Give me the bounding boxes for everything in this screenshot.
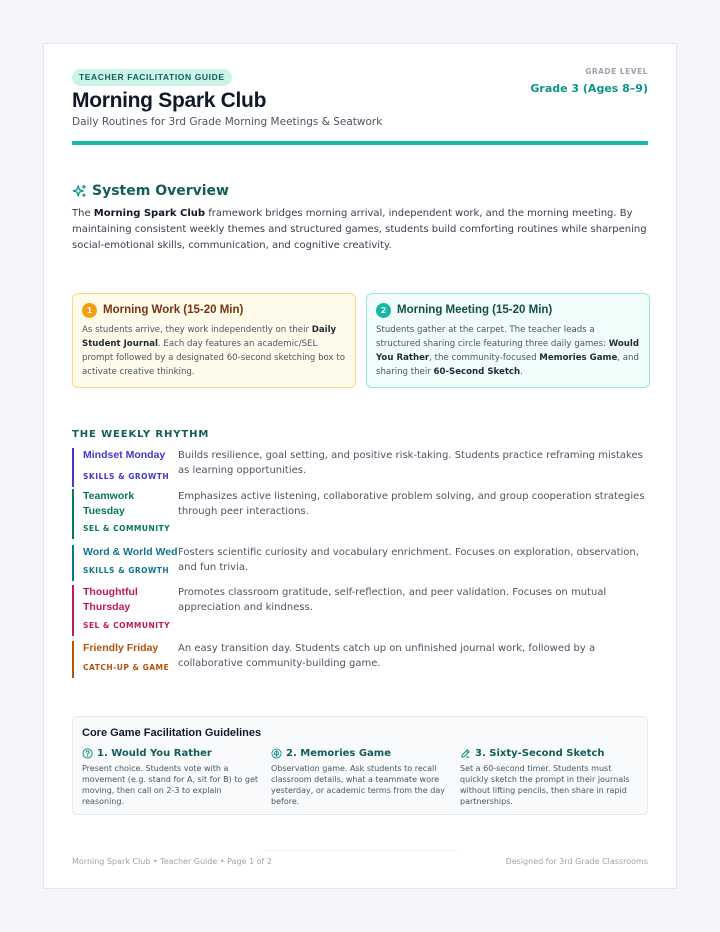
game-name: Memories Game xyxy=(539,353,618,363)
day-description: Promotes classroom gratitude, self-reflection, and peer validation. Focuses on mutual appreciation and kindness. xyxy=(178,587,607,613)
day-tag: SEL & COMMUNITY xyxy=(83,621,171,630)
day-name: Friendly Friday xyxy=(83,642,159,654)
journal-name: Daily Student Journal xyxy=(82,325,337,349)
day-row-thursday xyxy=(72,585,648,636)
brain-icon xyxy=(271,748,282,759)
overview-paragraph xyxy=(72,206,648,254)
day-row-monday xyxy=(72,448,648,487)
step-badge: 2 xyxy=(376,303,391,318)
game-name: 3. Sixty-Second Sketch xyxy=(475,747,605,759)
card-title: Morning Meeting (15-20 Min) xyxy=(397,304,553,316)
game-name: Would You Rather xyxy=(376,339,640,363)
day-tag: SEL & COMMUNITY xyxy=(83,524,171,533)
day-name: Teamwork Tuesday xyxy=(83,490,135,517)
game-would-you-rather xyxy=(82,746,262,807)
day-description: Builds resilience, goal setting, and positive risk-taking. Students practice reframing mistakes as learning opportunities. xyxy=(178,450,643,476)
sparkles-icon xyxy=(72,184,87,199)
weekly-rhythm-title: THE WEEKLY RHYTHM xyxy=(72,429,210,440)
grade-level-value: Grade 3 (Ages 8–9) xyxy=(530,82,648,95)
game-sixty-second-sketch xyxy=(460,746,640,807)
game-name: 2. Memories Game xyxy=(286,747,391,759)
game-description: Observation game. Ask students to recall classroom details, what a teammate wore yesterday, or academic terms from the day before. xyxy=(271,764,445,806)
day-description: Fosters scientific curiosity and vocabulary enrichment. Focuses on exploration, observation, and fun trivia. xyxy=(178,547,639,573)
document-page xyxy=(43,43,677,889)
game-name: 60-Second Sketch xyxy=(433,367,521,377)
overview-text-rest: framework bridges morning arrival, independent work, and the morning meeting. By maintaining consistent weekly themes and structured games, students build comforting routines while sharpening social-emotional skills, communication, and cognitive creativity. xyxy=(72,208,647,251)
card-title: Morning Work (15-20 Min) xyxy=(103,304,244,316)
morning-meeting-card xyxy=(366,293,650,388)
day-row-friday xyxy=(72,641,648,678)
guide-tag: TEACHER FACILITATION GUIDE xyxy=(72,69,232,86)
footer-divider xyxy=(262,850,458,851)
card-body: As students arrive, they work independently on their Daily Student Journal. Each day features an academic/SEL prompt followed by a designated 60-second sketching box to activate creative thinking. xyxy=(82,325,345,377)
page-subtitle: Daily Routines for 3rd Grade Morning Meetings & Seatwork xyxy=(72,116,383,128)
game-description: Present choice. Students vote with a movement (e.g. stand for A, sit for B) to get moving, then call on 2-3 to explain reasoning. xyxy=(82,764,259,806)
question-circle-icon xyxy=(82,748,93,759)
day-row-tuesday xyxy=(72,489,648,539)
footer-credit: Designed for 3rd Grade Classrooms xyxy=(505,857,648,866)
day-tag: CATCH-UP & GAME xyxy=(83,663,170,672)
game-memories xyxy=(271,746,451,807)
day-row-wednesday xyxy=(72,545,648,581)
overview-framework-name: Morning Spark Club xyxy=(93,208,206,219)
morning-work-card xyxy=(72,293,356,388)
game-name: 1. Would You Rather xyxy=(97,747,212,759)
page-title: Morning Spark Club xyxy=(72,89,267,112)
card-body: Students gather at the carpet. The teacher leads a structured sharing circle featuring three daily games: Would You Rather, the community-focused Memories Game, and sharing their 60-Second Sketch. xyxy=(376,325,640,377)
guidelines-box xyxy=(72,716,648,815)
day-tag: SKILLS & GROWTH xyxy=(83,566,170,575)
day-name: Word & World Wed xyxy=(83,546,178,558)
overview-text: The xyxy=(72,208,94,219)
day-description: An easy transition day. Students catch up on unfinished journal work, followed by a collaborative community-building game. xyxy=(178,643,596,669)
guidelines-title: Core Game Facilitation Guidelines xyxy=(82,727,262,739)
footer-page-info: Morning Spark Club • Teacher Guide • Page 1 of 2 xyxy=(72,857,272,866)
day-name: Mindset Monday xyxy=(83,449,166,461)
header-divider xyxy=(72,141,648,145)
game-description: Set a 60-second timer. Students must quickly sketch the prompt in their journals without lifting pencils, then share in rapid partnerships. xyxy=(460,764,630,806)
pencil-icon xyxy=(460,748,471,759)
step-badge: 1 xyxy=(82,303,97,318)
day-name: Thoughtful Thursday xyxy=(83,586,138,613)
grade-level-label: GRADE LEVEL xyxy=(585,67,648,76)
day-description: Emphasizes active listening, collaborative problem solving, and group cooperation strategies through peer interactions. xyxy=(178,491,645,517)
overview-title: System Overview xyxy=(92,183,229,199)
overview-heading xyxy=(72,181,229,201)
day-tag: SKILLS & GROWTH xyxy=(83,472,170,481)
